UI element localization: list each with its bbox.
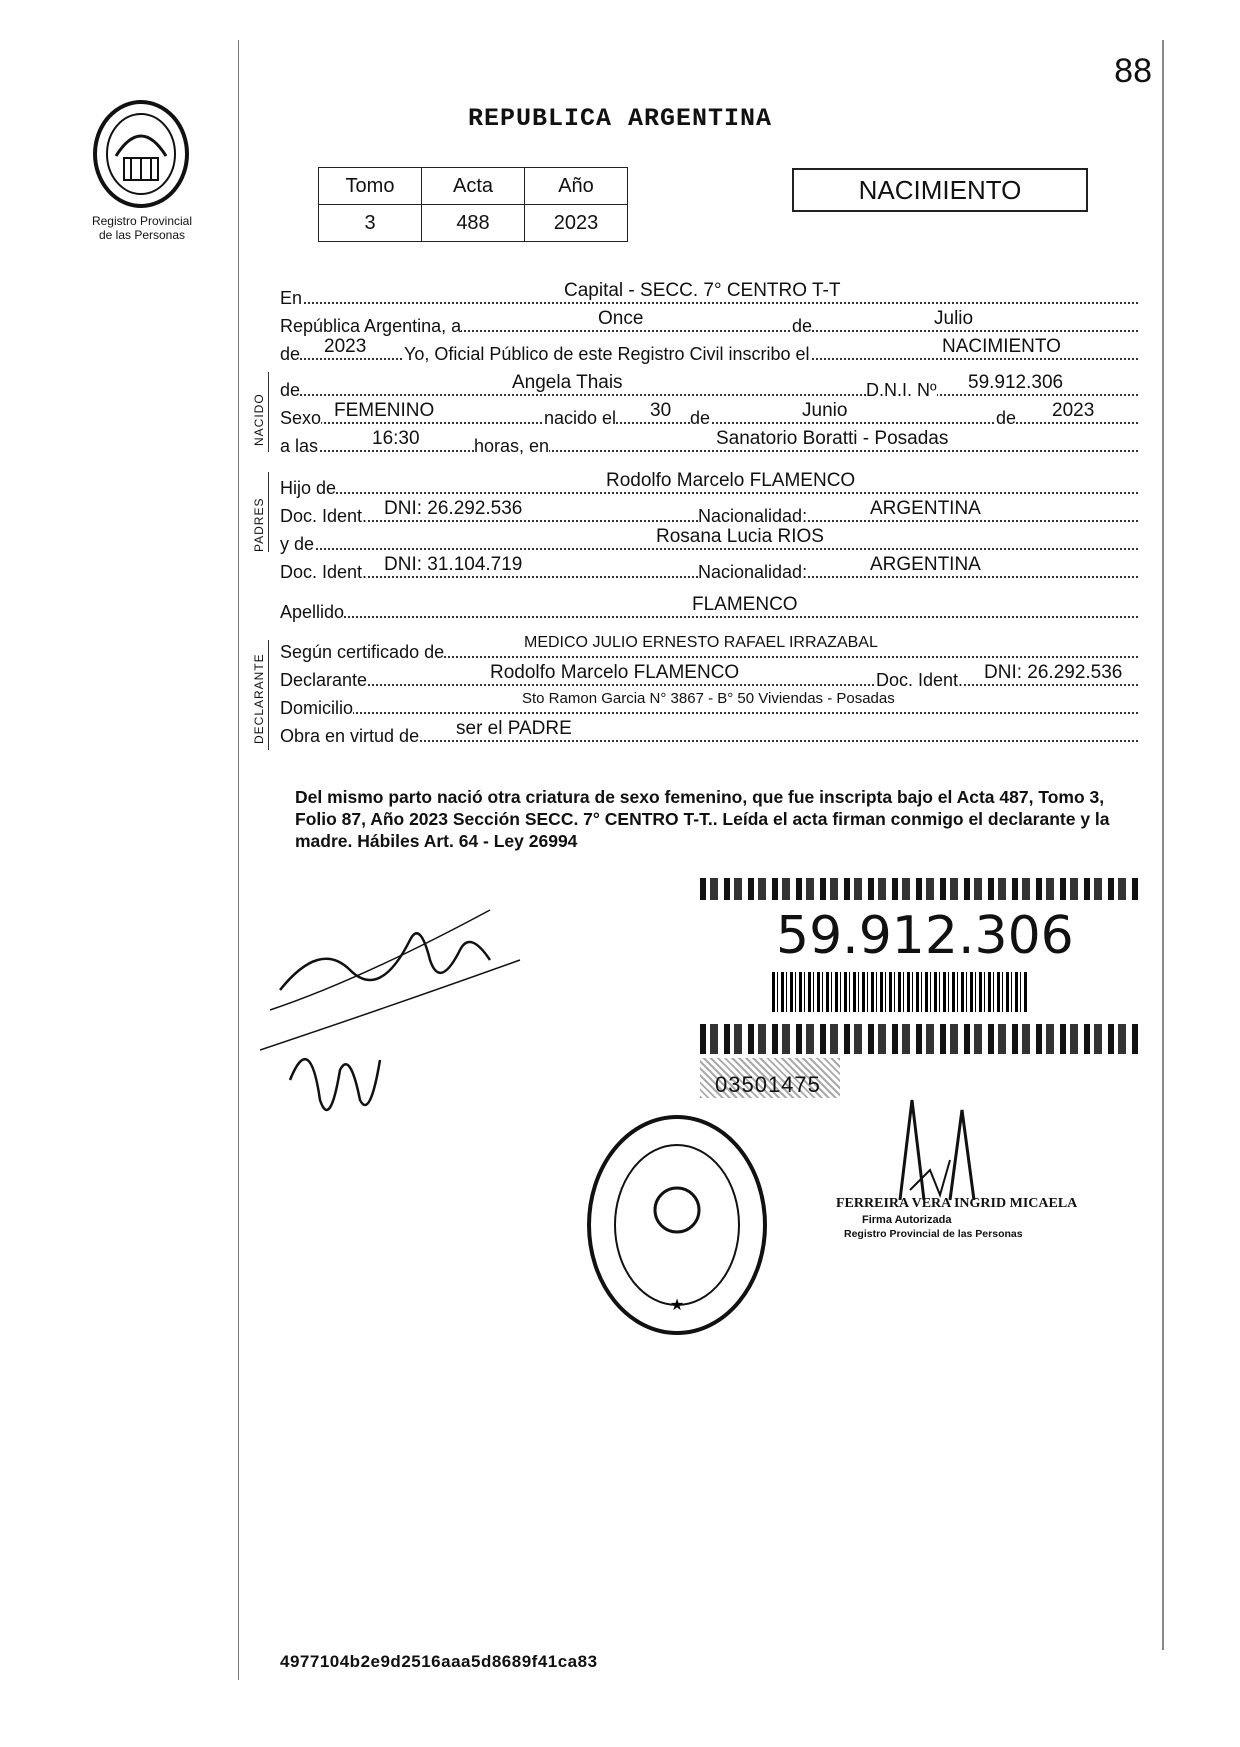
signature-role: Firma Autorizada bbox=[862, 1214, 952, 1226]
signature-org: Registro Provincial de las Personas bbox=[844, 1228, 1023, 1240]
page-number: 88 bbox=[1114, 52, 1152, 90]
dni-stamp: 59.912.306 bbox=[776, 906, 1074, 966]
acta-value: 488 bbox=[422, 205, 525, 242]
nac-madre-value: ARGENTINA bbox=[870, 554, 981, 575]
side-label-declarante: DECLARANTE bbox=[252, 653, 266, 744]
nac-padre-value: ARGENTINA bbox=[870, 498, 981, 519]
observation-note: Del mismo parto nació otra criatura de sexo femenino, que fue inscripta bajo el Acta 487, Tomo 3, Folio 87, Año 2023 Sección SECC. 7° CENTRO T-T.. Leída el acta firman conmigo el declarante y la madre. Hábiles Art. 64 - Ley 26994 bbox=[295, 787, 1110, 851]
obra-value: ser el PADRE bbox=[456, 718, 572, 739]
lugar-value: Sanatorio Boratti - Posadas bbox=[716, 428, 949, 449]
nombre-value: Angela Thais bbox=[512, 372, 623, 393]
nac-dia-value: 30 bbox=[650, 400, 672, 421]
document-title: REPUBLICA ARGENTINA bbox=[467, 104, 773, 133]
anio-header: Año bbox=[525, 168, 628, 205]
row-sexo: Sexo FEMENINO nacido el 30 de Junio de 2023 bbox=[280, 402, 1138, 430]
nac-mes-value: Junio bbox=[802, 400, 848, 421]
official-seal-icon bbox=[582, 1110, 772, 1345]
padre-value: Rodolfo Marcelo FLAMENCO bbox=[606, 470, 856, 491]
serial-number: 03501475 bbox=[715, 1072, 821, 1097]
inscribo-value: NACIMIENTO bbox=[942, 336, 1061, 357]
apellido-value: FLAMENCO bbox=[692, 594, 798, 615]
tomo-header: Tomo bbox=[319, 168, 422, 205]
padres-bracket bbox=[268, 472, 269, 552]
row-doc-madre: Doc. Ident. DNI: 31.104.719 Nacionalidad: ARGENTINA bbox=[280, 556, 1138, 584]
dni-value: 59.912.306 bbox=[968, 372, 1064, 393]
nac-anio-value: 2023 bbox=[1052, 400, 1095, 421]
row-madre: y de Rosana Lucia RIOS bbox=[280, 528, 1138, 556]
nacido-bracket bbox=[268, 372, 269, 452]
act-type-box: NACIMIENTO bbox=[792, 168, 1088, 212]
anio-value: 2023 bbox=[525, 205, 628, 242]
side-label-padres: PADRES bbox=[252, 497, 266, 552]
acta-header: Acta bbox=[422, 168, 525, 205]
anio-value: 2023 bbox=[324, 336, 367, 357]
barcode-icon bbox=[772, 972, 1028, 1012]
tomo-value: 3 bbox=[319, 205, 422, 242]
madre-value: Rosana Lucia RIOS bbox=[656, 526, 824, 547]
row-domicilio: Domicilio Sto Ramon Garcia N° 3867 - B° 50 Viviendas - Posadas bbox=[280, 692, 1138, 720]
row-doc-padre: Doc. Ident. DNI: 26.292.536 Nacionalidad: ARGENTINA bbox=[280, 500, 1138, 528]
security-pattern-bottom bbox=[700, 1024, 1140, 1054]
row-inscribo: de 2023 Yo, Oficial Público de este Registro Civil inscribo el NACIMIENTO bbox=[280, 338, 1138, 366]
registry-table bbox=[318, 167, 628, 242]
row-declarante: Declarante Rodolfo Marcelo FLAMENCO Doc. Ident. DNI: 26.292.536 bbox=[280, 664, 1138, 692]
dia-value: Once bbox=[598, 308, 644, 329]
row-hora: a las 16:30 horas, en Sanatorio Boratti - Posadas bbox=[280, 430, 1138, 458]
svg-text:★: ★ bbox=[669, 1297, 685, 1314]
domicilio-value: Sto Ramon Garcia N° 3867 - B° 50 Viviendas - Posadas bbox=[522, 690, 895, 707]
row-en: En Capital - SECC. 7° CENTRO T-T bbox=[280, 282, 1138, 310]
row-nombre: de Angela Thais D.N.I. Nº 59.912.306 bbox=[280, 374, 1138, 402]
declarante-bracket bbox=[268, 640, 269, 750]
row-padre: Hijo de Rodolfo Marcelo FLAMENCO bbox=[280, 472, 1138, 500]
row-apellido: Apellido FLAMENCO bbox=[280, 596, 1138, 624]
right-margin-line bbox=[1162, 40, 1164, 1650]
hora-value: 16:30 bbox=[372, 428, 420, 449]
certificado-value: MEDICO JULIO ERNESTO RAFAEL IRRAZABAL bbox=[524, 634, 878, 651]
doc-padre-value: DNI: 26.292.536 bbox=[384, 498, 523, 519]
security-pattern-top bbox=[700, 878, 1140, 900]
row-obra: Obra en virtud de ser el PADRE bbox=[280, 720, 1138, 748]
mes-value: Julio bbox=[934, 308, 974, 329]
left-margin-line bbox=[238, 40, 239, 1680]
logo-caption: Registro Provincial de las Personas bbox=[91, 214, 193, 242]
declarante-value: Rodolfo Marcelo FLAMENCO bbox=[490, 662, 740, 683]
doc-madre-value: DNI: 31.104.719 bbox=[384, 554, 523, 575]
sexo-value: FEMENINO bbox=[334, 400, 435, 421]
provincial-seal-icon bbox=[86, 96, 196, 212]
document-hash: 4977104b2e9d2516aaa5d8689f41ca83 bbox=[280, 1652, 598, 1671]
signature-declarante-icon bbox=[260, 900, 540, 1165]
row-certificado: Según certificado de MEDICO JULIO ERNESTO RAFAEL IRRAZABAL bbox=[280, 636, 1138, 664]
side-label-nacido: NACIDO bbox=[252, 393, 266, 446]
en-value: Capital - SECC. 7° CENTRO T-T bbox=[564, 280, 841, 301]
signature-name: FERREIRA VERA INGRID MICAELA bbox=[836, 1196, 1078, 1211]
row-fecha: República Argentina, a Once de Julio bbox=[280, 310, 1138, 338]
declarante-doc-value: DNI: 26.292.536 bbox=[984, 662, 1123, 683]
